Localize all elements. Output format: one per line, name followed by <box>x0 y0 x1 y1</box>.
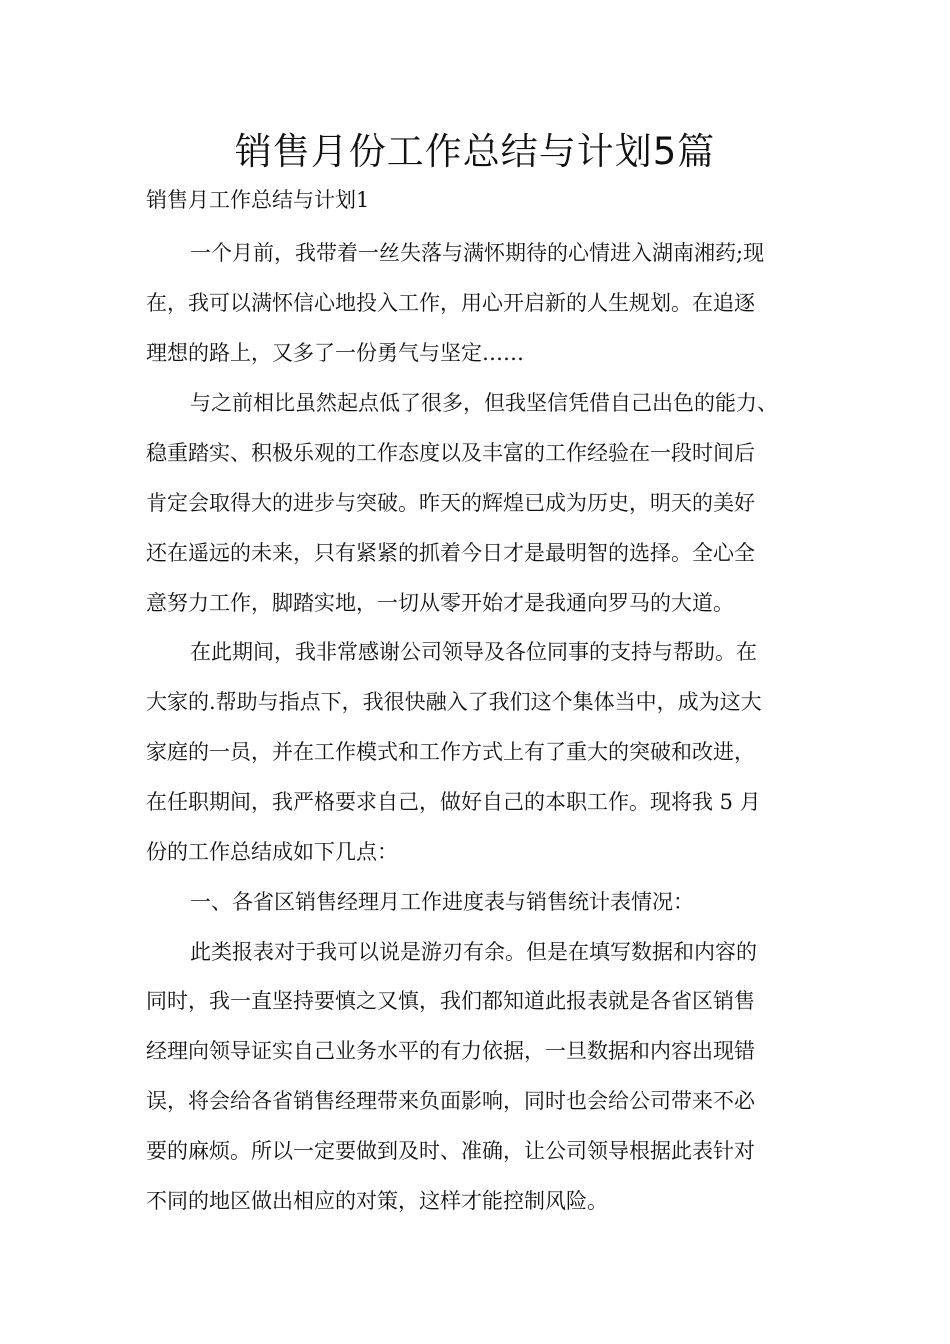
paragraph-line: 一个月前，我带着一丝失落与满怀期待的心情进入湖南湘药;现 <box>190 241 765 265</box>
section-subtitle: 销售月工作总结与计划1 <box>146 188 370 212</box>
paragraph-line: 家庭的一员，并在工作模式和工作方式上有了重大的突破和改进， <box>146 740 755 764</box>
document-title: 销售月份工作总结与计划5篇 <box>234 130 716 173</box>
paragraph-line: 肯定会取得大的进步与突破。昨天的辉煌已成为历史，明天的美好 <box>146 491 755 515</box>
paragraph-line: 理想的路上，又多了一份勇气与坚定…… <box>146 341 524 365</box>
paragraph-line: 在任职期间，我严格要求自己，做好自己的本职工作。现将我 5 月 <box>146 790 761 814</box>
paragraph-line: 在，我可以满怀信心地投入工作，用心开启新的人生规划。在追逐 <box>146 291 755 315</box>
paragraph-line: 份的工作总结成如下几点： <box>146 840 398 864</box>
paragraph-line: 与之前相比虽然起点低了很多，但我坚信凭借自己出色的能力、 <box>190 391 778 415</box>
paragraph-line: 经理向领导证实自己业务水平的有力依据，一旦数据和内容出现错 <box>146 1039 755 1063</box>
paragraph-line: 意努力工作，脚踏实地，一切从零开始才是我通向罗马的大道。 <box>146 591 734 615</box>
paragraph-line: 要的麻烦。所以一定要做到及时、准确，让公司领导根据此表针对 <box>146 1139 755 1163</box>
paragraph-line: 还在遥远的未来，只有紧紧的抓着今日才是最明智的选择。全心全 <box>146 541 755 565</box>
section-heading-line: 一、各省区销售经理月工作进度表与销售统计表情况： <box>190 890 694 914</box>
paragraph-line: 大家的.帮助与指点下，我很快融入了我们这个集体当中，成为这大 <box>146 690 762 714</box>
paragraph-line: 同时，我一直坚持要慎之又慎，我们都知道此报表就是各省区销售 <box>146 989 755 1013</box>
paragraph-line: 稳重踏实、积极乐观的工作态度以及丰富的工作经验在一段时间后 <box>146 441 755 465</box>
paragraph-line: 此类报表对于我可以说是游刃有余。但是在填写数据和内容的 <box>190 940 757 964</box>
paragraph-line: 误，将会给各省销售经理带来负面影响，同时也会给公司带来不必 <box>146 1089 755 1113</box>
paragraph-line: 在此期间，我非常感谢公司领导及各位同事的支持与帮助。在 <box>190 640 757 664</box>
paragraph-line: 不同的地区做出相应的对策，这样才能控制风险。 <box>146 1189 608 1213</box>
